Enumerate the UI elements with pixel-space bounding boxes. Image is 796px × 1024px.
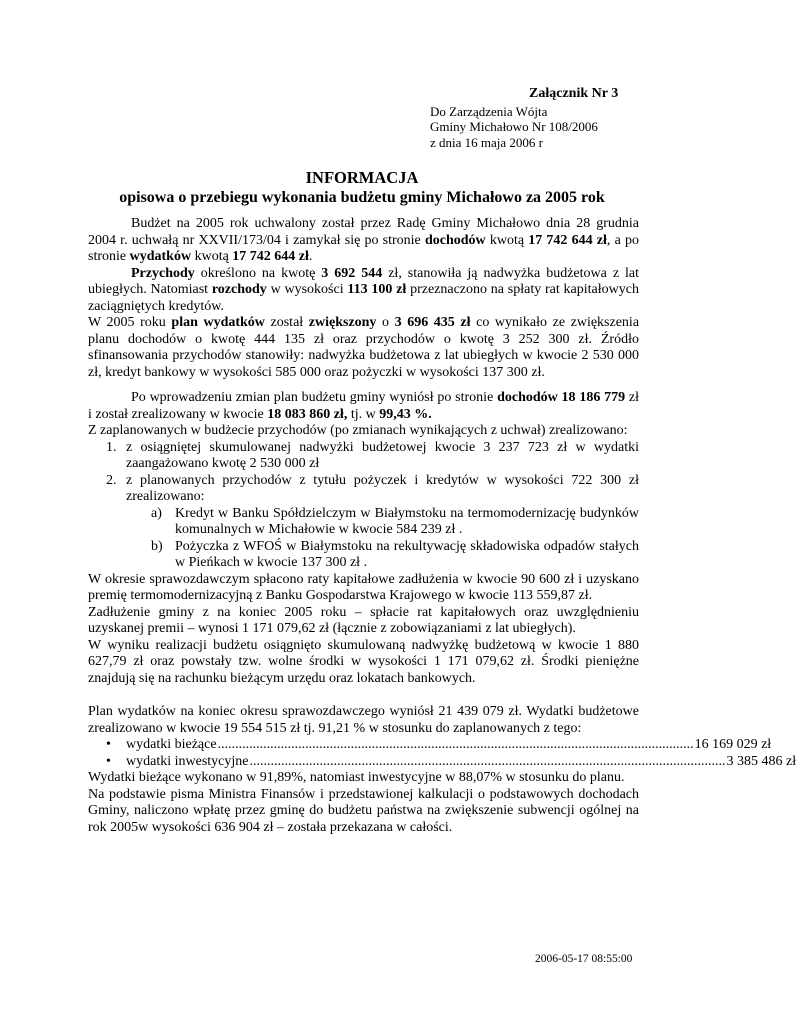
list-number: 1. (106, 439, 117, 455)
bullet-label: wydatki bieżące (126, 737, 217, 752)
bullet-icon: • (106, 737, 111, 752)
text-run: Po wprowadzeniu zmian plan budżetu gminy wyniósł po stronie (131, 390, 498, 405)
paragraph-expenditure-plan: Plan wydatków na koniec okresu sprawozdawczego wyniósł 21 439 079 zł. Wydatki budżetowe zrealizowano w kwocie 19 554 515 zł tj. 91,21 % w stosunku do zaplanowanych z tego: (88, 704, 639, 736)
text-run: określono na kwotę (194, 265, 322, 281)
list-item-text: Kredyt w Banku Spółdzielczym w Białymstoku na termomodernizację budynków komunalnych w Michałowie w kwocie 584 239 zł . (175, 505, 639, 537)
bullet-label: wydatki inwestycyjne (126, 753, 249, 769)
text-run: przeznaczono na spłaty rat kapitałowych zaciągniętych kredytów. (88, 282, 639, 314)
list-item-text: Pożyczka z WFOŚ w Białymstoku na rekultywację składowiska odpadów stałych w Pieńkach w kwocie 137 300 zł . (175, 538, 639, 570)
text-run-bold: wydatków (129, 249, 192, 264)
attachment-header (430, 86, 630, 150)
bullet-investment-expenses (88, 753, 796, 771)
bullet-value: 3 385 486 zł (726, 753, 796, 769)
text-run: zł, stanowiła ją nadwyżka budżetowa z lat ubiegłych. Natomiast (88, 265, 640, 297)
list-item-text: z osiągniętej skumulowanej nadwyżki budżetowej kwocie 3 237 723 zł w wydatki zaangażowano kwotę 2 530 000 zł (126, 439, 639, 471)
text-run-bold: rozchody (211, 282, 267, 297)
dot-leader: ........................................................................................................................................ (249, 753, 726, 769)
paragraph-expense-plan (88, 315, 639, 381)
paragraph-revenues-expenses (88, 266, 639, 316)
attachment-line-1: Do Zarządzenia Wójta (430, 103, 548, 119)
text-run-bold: 3 692 544 (321, 265, 383, 281)
text-run: kwotą (191, 249, 233, 264)
text-run-bold: plan wydatków (171, 315, 265, 330)
paragraph-debt-repayment: W okresie sprawozdawczym spłacono raty kapitałowe zadłużenia w kwocie 90 600 zł i uzyskano premię termomodernizacyjną z Banku Gospodarstwa Krajowego w kwocie 113 559,87 zł. (88, 571, 639, 603)
text-run: w wysokości (266, 282, 348, 297)
text-run-bold: dochodów (424, 232, 486, 248)
paragraph-surplus: W wyniku realizacji budżetu osiągnięto skumulowaną nadwyżkę budżetową w kwocie 1 880 627,79 zł oraz powstały tzw. wolne środki w wysokości 1 171 079,62 zł. Środki pieniężne znajdują się na rachunku bieżącym urzędu oraz lokatach bankowych. (88, 637, 639, 686)
paragraph-expense-execution: Wydatki bieżące wykonano w 91,89%, natomiast inwestycyjne w 88,07% w stosunku do planu. (88, 770, 625, 785)
list-subitem-b (88, 539, 639, 572)
text-run: Budżet na 2005 rok uchwalony został przez Radę Gminy Michałowo dnia 28 grudnia 2004 r. uchwałą nr XXVII/173/04 i zamykał się po stronie (88, 216, 639, 248)
bullet-value: 16 169 029 zł (694, 737, 772, 752)
text-run-bold: 18 083 860 zł, (267, 406, 348, 422)
list-item-1 (88, 440, 639, 473)
bullet-current-expenses (88, 737, 772, 754)
text-run-bold: zwiększony (308, 315, 377, 330)
attachment-title: Załącznik Nr 3 (529, 86, 619, 101)
text-run-bold: Przychody (131, 265, 195, 281)
text-run: co wynikało ze zwiększenia planu dochodów o kwotę 444 135 zł oraz przychodów o kwotę 3 252 300 zł. Źródło sfinansowania przychodów stanowiły: nadwyżka budżetowa z lat ubiegłych w kwocie 2 530 000 zł, kredyt bankowy w wysokości 585 000 oraz pożyczki w wysokości 137 300 zł. (88, 315, 640, 380)
paragraph-budget-adoption (88, 216, 639, 266)
text-run: został (264, 315, 309, 330)
footer-timestamp: 2006-05-17 08:55:00 (535, 953, 633, 965)
list-letter: b) (151, 538, 163, 554)
spacer (88, 687, 639, 704)
text-run: , a po stronie (88, 232, 640, 264)
attachment-line-3: z dnia 16 maja 2006 r (430, 134, 543, 150)
paragraph-planned-inflows: Z zaplanowanych w budżecie przychodów (po zmianach wynikających z uchwał) zrealizowano: (88, 423, 628, 438)
paragraph-state-payment: Na podstawie pisma Ministra Finansów i przedstawionej kalkulacji o podstawowych dochodach Gminy, naliczono wpłatę przez gminę do budżetu państwa na zwiększenie subwencji ogólnej na rok 2005w wysokości 636 904 zł – została przekazana w całości. (88, 786, 639, 835)
list-letter: a) (151, 505, 162, 521)
text-run-bold: 17 742 644 zł (528, 232, 607, 248)
dot-leader: ........................................................................................................................................ (217, 737, 694, 752)
list-number: 2. (106, 472, 117, 488)
paragraph-revenue-execution (88, 390, 639, 423)
text-run-bold: 99,43 %. (379, 406, 432, 422)
attachment-line-2: Gminy Michałowo Nr 108/2006 (430, 119, 598, 134)
document-body (88, 216, 796, 836)
text-run: tj. w (347, 406, 380, 422)
text-run-bold: 3 696 435 zł (394, 315, 471, 330)
list-subitem-a (88, 506, 639, 539)
spacer (88, 381, 639, 390)
text-run-bold: dochodów 18 186 779 (497, 390, 626, 405)
text-run: o (376, 315, 395, 330)
document-heading (0, 168, 724, 208)
text-run: W 2005 roku (88, 315, 172, 330)
paragraph-debt-level: Zadłużenie gminy z na koniec 2005 roku – spłacie rat kapitałowych oraz uwzględnieniu uzyskanej premii – wynosi 1 171 079,62 zł (łącznie z zobowiązaniami z lat ubiegłych). (88, 604, 639, 636)
text-run: . (308, 249, 313, 264)
document-subtitle: opisowa o przebiegu wykonania budżetu gminy Michałowo za 2005 rok (119, 189, 605, 206)
list-item-text: z planowanych przychodów z tytułu pożyczek i kredytów w wysokości 722 300 zł zrealizowano: (126, 472, 639, 504)
text-run-bold: 17 742 644 zł (232, 249, 309, 264)
list-item-2 (88, 473, 639, 506)
text-run-bold: 113 100 zł (347, 282, 407, 297)
text-run: kwotą (485, 232, 529, 248)
bullet-icon: • (106, 753, 111, 769)
text-run: zł i został zrealizowany w kwocie (88, 390, 639, 422)
document-title: INFORMACJA (305, 168, 419, 187)
